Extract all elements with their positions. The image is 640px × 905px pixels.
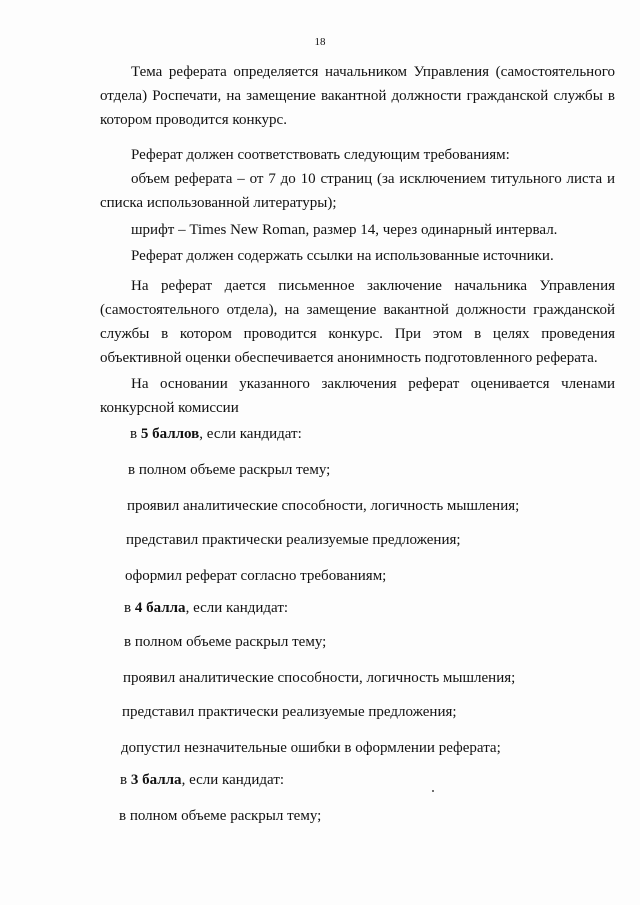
score5-item: представил практически реализуемые предложения; xyxy=(126,532,461,548)
score4-heading: в 4 балла, если кандидат: xyxy=(124,600,289,616)
score3-item: в полном объеме раскрыл тему; xyxy=(119,808,322,824)
paragraph-references: Реферат должен содержать ссылки на использованные источники. xyxy=(131,248,554,264)
score5-item: оформил реферат согласно требованиям; xyxy=(125,568,387,584)
paragraph-topic: Тема реферата определяется начальником Управления (самостоятельного отдела) Роспечати, на замещение вакантной должности гражданской службы в котором проводится конкурс. xyxy=(100,64,615,128)
score4-item: представил практически реализуемые предложения; xyxy=(122,704,457,720)
score5-item: проявил аналитические способности, логичность мышления; xyxy=(127,498,520,514)
score5-heading: в 5 баллов, если кандидат: xyxy=(130,426,302,442)
score4-item: допустил незначительные ошибки в оформлении реферата; xyxy=(121,740,501,756)
score4-item: проявил аналитические способности, логичность мышления; xyxy=(123,670,516,686)
page-number: 18 xyxy=(314,36,326,48)
paragraph-requirements: Реферат должен соответствовать следующим требованиям: xyxy=(131,147,510,163)
scan-speck xyxy=(432,790,434,792)
score4-item: в полном объеме раскрыл тему; xyxy=(124,634,327,650)
score5-item: в полном объеме раскрыл тему; xyxy=(128,462,331,478)
paragraph-evaluation: На основании указанного заключения реферат оценивается членами конкурсной комиссии xyxy=(100,376,615,416)
paragraph-conclusion: На реферат дается письменное заключение начальника Управления (самостоятельного отдела), на замещение вакантной должности гражданской службы в котором проводится конкурс. При этом в целях проведения объективной оценки обеспечивается анонимность подготовленного реферата. xyxy=(100,278,615,366)
score3-heading: в 3 балла, если кандидат: xyxy=(120,772,285,788)
paragraph-volume: объем реферата – от 7 до 10 страниц (за исключением титульного листа и списка использованной литературы); xyxy=(100,171,615,211)
paragraph-font: шрифт – Times New Roman, размер 14, через одинарный интервал. xyxy=(131,222,558,238)
